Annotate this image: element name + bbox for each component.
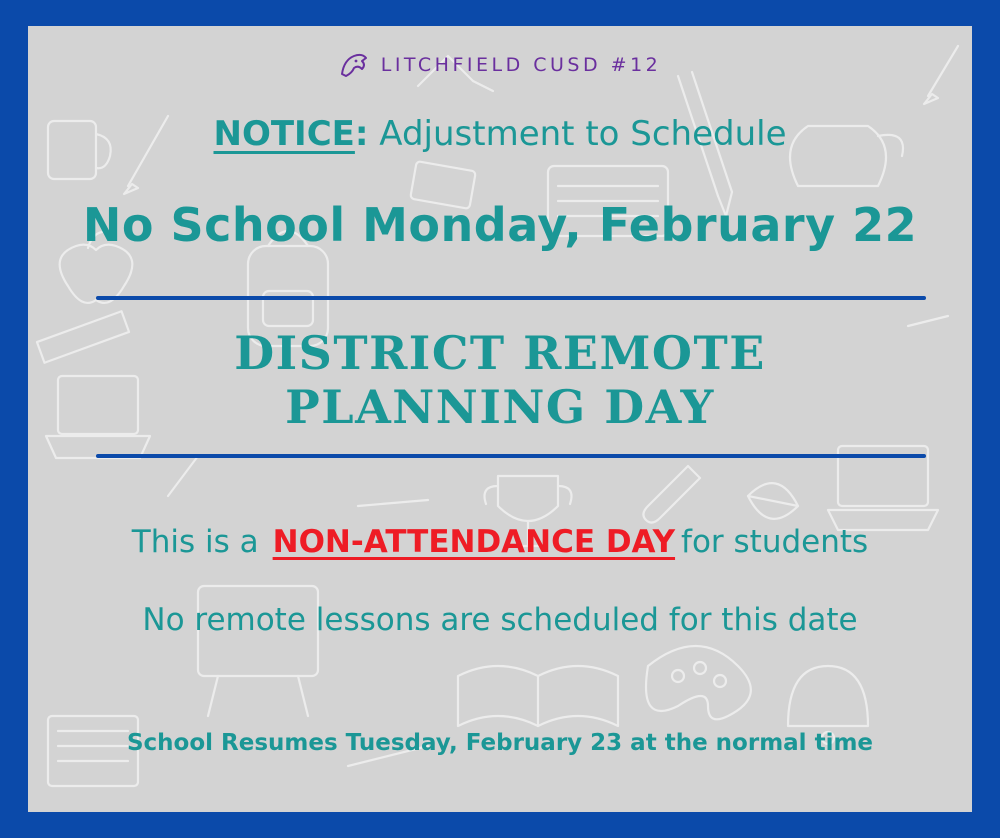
attendance-suffix: for students (681, 524, 869, 560)
district-name: LITCHFIELD CUSD #12 (380, 54, 662, 76)
notice-text: Adjustment to Schedule (368, 114, 787, 154)
divider-bottom (96, 454, 926, 458)
notice-panel (28, 26, 972, 812)
notice-content (28, 26, 972, 812)
non-attendance-emphasis: NON-ATTENDANCE DAY (272, 524, 676, 560)
school-resumes-note: School Resumes Tuesday, February 23 at the normal time (126, 730, 874, 756)
attendance-line (28, 524, 972, 560)
planning-day-title-line1: DISTRICT REMOTE (234, 326, 766, 380)
divider-top (96, 296, 926, 300)
planning-day-title (28, 326, 972, 434)
notice-heading (28, 114, 972, 154)
notice-label: NOTICE (213, 114, 355, 154)
panther-logo-icon (339, 52, 369, 78)
planning-day-title-line2: PLANNING DAY (285, 380, 715, 434)
no-school-headline: No School Monday, February 22 (82, 198, 918, 252)
notice-colon: : (354, 114, 369, 154)
district-brand (28, 52, 972, 78)
attendance-prefix: This is a (131, 524, 259, 560)
remote-lessons-note: No remote lessons are scheduled for this date (142, 602, 858, 638)
